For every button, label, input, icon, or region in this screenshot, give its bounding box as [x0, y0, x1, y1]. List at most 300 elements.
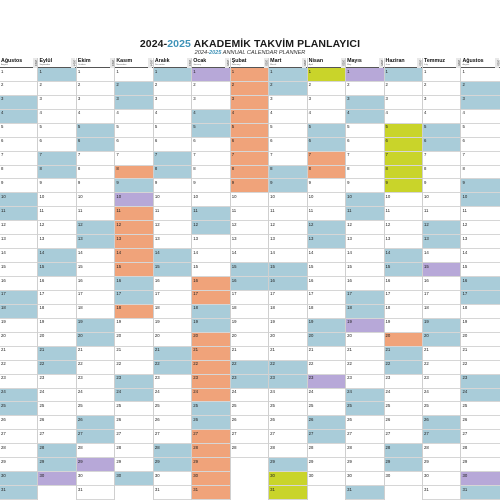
day-cell[interactable] — [269, 124, 306, 138]
day-cell[interactable] — [38, 444, 75, 458]
day-cell[interactable] — [0, 319, 37, 333]
day-cell[interactable] — [115, 193, 152, 207]
day-cell[interactable] — [269, 221, 306, 235]
day-cell[interactable] — [154, 361, 191, 375]
day-cell[interactable] — [461, 249, 499, 263]
day-cell[interactable] — [38, 389, 75, 403]
day-cell[interactable] — [385, 193, 422, 207]
day-cell[interactable] — [192, 110, 229, 124]
day-cell[interactable] — [269, 291, 306, 305]
day-cell[interactable] — [231, 138, 268, 152]
day-cell[interactable] — [346, 305, 383, 319]
day-cell[interactable] — [77, 152, 114, 166]
day-cell[interactable] — [154, 486, 191, 500]
day-cell[interactable] — [38, 249, 75, 263]
day-cell[interactable] — [385, 249, 422, 263]
day-cell[interactable] — [423, 486, 460, 500]
day-cell[interactable] — [115, 416, 152, 430]
day-cell[interactable] — [154, 235, 191, 249]
day-cell[interactable] — [461, 472, 499, 486]
day-cell[interactable] — [192, 193, 229, 207]
day-cell[interactable] — [77, 361, 114, 375]
day-cell[interactable] — [192, 263, 229, 277]
day-cell[interactable] — [308, 221, 345, 235]
day-cell[interactable] — [269, 96, 306, 110]
day-cell[interactable] — [77, 193, 114, 207]
day-cell[interactable] — [385, 110, 422, 124]
day-cell[interactable] — [0, 333, 37, 347]
day-cell[interactable] — [346, 82, 383, 96]
day-cell[interactable] — [385, 124, 422, 138]
day-cell[interactable] — [0, 235, 37, 249]
day-cell[interactable] — [0, 347, 37, 361]
day-cell[interactable] — [231, 221, 268, 235]
day-cell[interactable] — [231, 333, 268, 347]
day-cell[interactable] — [115, 361, 152, 375]
day-cell[interactable] — [423, 319, 460, 333]
day-cell[interactable] — [423, 249, 460, 263]
day-cell[interactable] — [461, 96, 499, 110]
day-cell[interactable] — [461, 347, 499, 361]
day-cell[interactable] — [154, 458, 191, 472]
day-cell[interactable] — [308, 263, 345, 277]
day-cell[interactable] — [385, 221, 422, 235]
day-cell[interactable] — [38, 193, 75, 207]
day-cell[interactable] — [38, 333, 75, 347]
day-cell[interactable] — [0, 138, 37, 152]
day-cell[interactable] — [154, 124, 191, 138]
day-cell[interactable] — [346, 221, 383, 235]
day-cell[interactable] — [423, 82, 460, 96]
day-cell[interactable] — [154, 444, 191, 458]
day-cell[interactable] — [385, 347, 422, 361]
day-cell[interactable] — [423, 416, 460, 430]
day-cell[interactable] — [461, 221, 499, 235]
day-cell[interactable] — [154, 193, 191, 207]
day-cell[interactable] — [269, 416, 306, 430]
day-cell[interactable] — [154, 249, 191, 263]
day-cell[interactable] — [461, 458, 499, 472]
day-cell[interactable] — [461, 361, 499, 375]
day-cell[interactable] — [115, 305, 152, 319]
day-cell[interactable] — [115, 179, 152, 193]
day-cell[interactable] — [346, 124, 383, 138]
day-cell[interactable] — [115, 291, 152, 305]
day-cell[interactable] — [269, 375, 306, 389]
day-cell[interactable] — [154, 207, 191, 221]
day-cell[interactable] — [0, 68, 37, 82]
day-cell[interactable] — [346, 179, 383, 193]
day-cell[interactable] — [77, 305, 114, 319]
day-cell[interactable] — [77, 416, 114, 430]
day-cell[interactable] — [115, 207, 152, 221]
day-cell[interactable] — [154, 110, 191, 124]
day-cell[interactable] — [346, 486, 383, 500]
day-cell[interactable] — [115, 249, 152, 263]
day-cell[interactable] — [423, 221, 460, 235]
day-cell[interactable] — [308, 361, 345, 375]
day-cell[interactable] — [77, 291, 114, 305]
day-cell[interactable] — [0, 249, 37, 263]
day-cell[interactable] — [77, 138, 114, 152]
day-cell[interactable] — [423, 430, 460, 444]
day-cell[interactable] — [115, 389, 152, 403]
day-cell[interactable] — [38, 416, 75, 430]
day-cell[interactable] — [154, 82, 191, 96]
day-cell[interactable] — [38, 96, 75, 110]
day-cell[interactable] — [38, 221, 75, 235]
day-cell[interactable] — [115, 152, 152, 166]
day-cell[interactable] — [115, 138, 152, 152]
day-cell[interactable] — [192, 305, 229, 319]
day-cell[interactable] — [385, 458, 422, 472]
day-cell[interactable] — [77, 333, 114, 347]
day-cell[interactable] — [115, 110, 152, 124]
day-cell[interactable] — [461, 277, 499, 291]
day-cell[interactable] — [308, 305, 345, 319]
day-cell[interactable] — [0, 221, 37, 235]
day-cell[interactable] — [423, 333, 460, 347]
day-cell[interactable] — [192, 347, 229, 361]
day-cell[interactable] — [38, 277, 75, 291]
day-cell[interactable] — [346, 361, 383, 375]
day-cell[interactable] — [0, 96, 37, 110]
day-cell[interactable] — [461, 333, 499, 347]
day-cell[interactable] — [269, 305, 306, 319]
day-cell[interactable] — [346, 235, 383, 249]
day-cell[interactable] — [77, 249, 114, 263]
day-cell[interactable] — [38, 375, 75, 389]
day-cell[interactable] — [115, 319, 152, 333]
day-cell[interactable] — [346, 375, 383, 389]
day-cell[interactable] — [77, 319, 114, 333]
day-cell[interactable] — [38, 263, 75, 277]
day-cell[interactable] — [231, 68, 268, 82]
day-cell[interactable] — [192, 416, 229, 430]
day-cell[interactable] — [154, 319, 191, 333]
day-cell[interactable] — [231, 375, 268, 389]
day-cell[interactable] — [423, 193, 460, 207]
day-cell[interactable] — [154, 277, 191, 291]
day-cell[interactable] — [346, 416, 383, 430]
day-cell[interactable] — [423, 124, 460, 138]
day-cell[interactable] — [423, 138, 460, 152]
day-cell[interactable] — [461, 68, 499, 82]
day-cell[interactable] — [308, 82, 345, 96]
day-cell[interactable] — [154, 333, 191, 347]
day-cell[interactable] — [77, 389, 114, 403]
day-cell[interactable] — [423, 291, 460, 305]
day-cell[interactable] — [269, 68, 306, 82]
day-cell[interactable] — [308, 96, 345, 110]
day-cell[interactable] — [115, 458, 152, 472]
day-cell[interactable] — [423, 96, 460, 110]
day-cell[interactable] — [385, 96, 422, 110]
day-cell[interactable] — [385, 152, 422, 166]
day-cell[interactable] — [115, 430, 152, 444]
day-cell[interactable] — [0, 305, 37, 319]
day-cell[interactable] — [192, 221, 229, 235]
day-cell[interactable] — [192, 207, 229, 221]
day-cell[interactable] — [38, 430, 75, 444]
day-cell[interactable] — [461, 402, 499, 416]
day-cell[interactable] — [346, 96, 383, 110]
day-cell[interactable] — [269, 263, 306, 277]
day-cell[interactable] — [461, 291, 499, 305]
day-cell[interactable] — [308, 207, 345, 221]
day-cell[interactable] — [77, 277, 114, 291]
day-cell[interactable] — [154, 221, 191, 235]
day-cell[interactable] — [308, 179, 345, 193]
day-cell[interactable] — [154, 96, 191, 110]
day-cell[interactable] — [269, 179, 306, 193]
day-cell[interactable] — [308, 277, 345, 291]
day-cell[interactable] — [154, 375, 191, 389]
day-cell[interactable] — [346, 138, 383, 152]
day-cell[interactable] — [461, 124, 499, 138]
day-cell[interactable] — [77, 402, 114, 416]
day-cell[interactable] — [423, 235, 460, 249]
day-cell[interactable] — [231, 263, 268, 277]
day-cell[interactable] — [0, 152, 37, 166]
day-cell[interactable] — [385, 319, 422, 333]
day-cell[interactable] — [423, 179, 460, 193]
day-cell[interactable] — [346, 110, 383, 124]
day-cell[interactable] — [385, 179, 422, 193]
day-cell[interactable] — [346, 347, 383, 361]
day-cell[interactable] — [115, 221, 152, 235]
day-cell[interactable] — [38, 110, 75, 124]
day-cell[interactable] — [192, 444, 229, 458]
day-cell[interactable] — [77, 444, 114, 458]
day-cell[interactable] — [154, 305, 191, 319]
day-cell[interactable] — [38, 305, 75, 319]
day-cell[interactable] — [269, 444, 306, 458]
day-cell[interactable] — [308, 124, 345, 138]
day-cell[interactable] — [231, 291, 268, 305]
day-cell[interactable] — [461, 193, 499, 207]
day-cell[interactable] — [38, 458, 75, 472]
day-cell[interactable] — [461, 375, 499, 389]
day-cell[interactable] — [77, 458, 114, 472]
day-cell[interactable] — [231, 124, 268, 138]
day-cell[interactable] — [0, 124, 37, 138]
day-cell[interactable] — [346, 207, 383, 221]
day-cell[interactable] — [192, 361, 229, 375]
day-cell[interactable] — [192, 402, 229, 416]
day-cell[interactable] — [385, 333, 422, 347]
day-cell[interactable] — [77, 179, 114, 193]
day-cell[interactable] — [192, 277, 229, 291]
day-cell[interactable] — [77, 263, 114, 277]
day-cell[interactable] — [38, 124, 75, 138]
day-cell[interactable] — [385, 305, 422, 319]
day-cell[interactable] — [385, 402, 422, 416]
day-cell[interactable] — [0, 277, 37, 291]
day-cell[interactable] — [461, 207, 499, 221]
day-cell[interactable] — [385, 235, 422, 249]
day-cell[interactable] — [385, 277, 422, 291]
day-cell[interactable] — [269, 472, 306, 486]
day-cell[interactable] — [77, 221, 114, 235]
day-cell[interactable] — [461, 430, 499, 444]
day-cell[interactable] — [269, 333, 306, 347]
day-cell[interactable] — [154, 389, 191, 403]
day-cell[interactable] — [192, 124, 229, 138]
day-cell[interactable] — [77, 430, 114, 444]
day-cell[interactable] — [346, 249, 383, 263]
day-cell[interactable] — [192, 291, 229, 305]
day-cell[interactable] — [154, 263, 191, 277]
day-cell[interactable] — [0, 110, 37, 124]
day-cell[interactable] — [423, 347, 460, 361]
day-cell[interactable] — [346, 458, 383, 472]
day-cell[interactable] — [231, 361, 268, 375]
day-cell[interactable] — [231, 235, 268, 249]
day-cell[interactable] — [231, 166, 268, 180]
day-cell[interactable] — [0, 179, 37, 193]
day-cell[interactable] — [269, 249, 306, 263]
day-cell[interactable] — [77, 166, 114, 180]
day-cell[interactable] — [231, 82, 268, 96]
day-cell[interactable] — [115, 166, 152, 180]
day-cell[interactable] — [423, 444, 460, 458]
day-cell[interactable] — [308, 110, 345, 124]
day-cell[interactable] — [423, 152, 460, 166]
day-cell[interactable] — [77, 110, 114, 124]
day-cell[interactable] — [423, 305, 460, 319]
day-cell[interactable] — [115, 82, 152, 96]
day-cell[interactable] — [269, 110, 306, 124]
day-cell[interactable] — [0, 472, 37, 486]
day-cell[interactable] — [423, 207, 460, 221]
day-cell[interactable] — [77, 486, 114, 500]
day-cell[interactable] — [308, 444, 345, 458]
day-cell[interactable] — [423, 166, 460, 180]
day-cell[interactable] — [308, 152, 345, 166]
day-cell[interactable] — [77, 124, 114, 138]
day-cell[interactable] — [308, 333, 345, 347]
day-cell[interactable] — [308, 249, 345, 263]
day-cell[interactable] — [385, 361, 422, 375]
day-cell[interactable] — [269, 319, 306, 333]
day-cell[interactable] — [269, 361, 306, 375]
day-cell[interactable] — [269, 193, 306, 207]
day-cell[interactable] — [385, 82, 422, 96]
day-cell[interactable] — [192, 179, 229, 193]
day-cell[interactable] — [385, 444, 422, 458]
day-cell[interactable] — [346, 319, 383, 333]
day-cell[interactable] — [461, 263, 499, 277]
day-cell[interactable] — [38, 291, 75, 305]
day-cell[interactable] — [0, 430, 37, 444]
day-cell[interactable] — [0, 444, 37, 458]
day-cell[interactable] — [77, 68, 114, 82]
day-cell[interactable] — [192, 458, 229, 472]
day-cell[interactable] — [192, 96, 229, 110]
day-cell[interactable] — [0, 402, 37, 416]
day-cell[interactable] — [346, 333, 383, 347]
day-cell[interactable] — [192, 82, 229, 96]
day-cell[interactable] — [38, 319, 75, 333]
day-cell[interactable] — [0, 361, 37, 375]
day-cell[interactable] — [231, 193, 268, 207]
day-cell[interactable] — [385, 430, 422, 444]
day-cell[interactable] — [385, 375, 422, 389]
day-cell[interactable] — [154, 152, 191, 166]
day-cell[interactable] — [385, 263, 422, 277]
day-cell[interactable] — [154, 472, 191, 486]
day-cell[interactable] — [192, 249, 229, 263]
day-cell[interactable] — [77, 472, 114, 486]
day-cell[interactable] — [269, 277, 306, 291]
day-cell[interactable] — [269, 458, 306, 472]
day-cell[interactable] — [231, 152, 268, 166]
day-cell[interactable] — [231, 249, 268, 263]
day-cell[interactable] — [269, 82, 306, 96]
day-cell[interactable] — [231, 96, 268, 110]
day-cell[interactable] — [385, 207, 422, 221]
day-cell[interactable] — [192, 333, 229, 347]
day-cell[interactable] — [423, 110, 460, 124]
day-cell[interactable] — [192, 235, 229, 249]
day-cell[interactable] — [346, 263, 383, 277]
day-cell[interactable] — [115, 333, 152, 347]
day-cell[interactable] — [115, 96, 152, 110]
day-cell[interactable] — [231, 347, 268, 361]
day-cell[interactable] — [115, 277, 152, 291]
day-cell[interactable] — [231, 277, 268, 291]
day-cell[interactable] — [115, 235, 152, 249]
day-cell[interactable] — [308, 235, 345, 249]
day-cell[interactable] — [38, 402, 75, 416]
day-cell[interactable] — [77, 82, 114, 96]
day-cell[interactable] — [38, 207, 75, 221]
day-cell[interactable] — [461, 305, 499, 319]
day-cell[interactable] — [423, 458, 460, 472]
day-cell[interactable] — [38, 179, 75, 193]
day-cell[interactable] — [38, 235, 75, 249]
day-cell[interactable] — [385, 389, 422, 403]
day-cell[interactable] — [269, 389, 306, 403]
day-cell[interactable] — [192, 430, 229, 444]
day-cell[interactable] — [154, 166, 191, 180]
day-cell[interactable] — [346, 444, 383, 458]
day-cell[interactable] — [38, 361, 75, 375]
day-cell[interactable] — [231, 110, 268, 124]
day-cell[interactable] — [461, 138, 499, 152]
day-cell[interactable] — [231, 402, 268, 416]
day-cell[interactable] — [461, 235, 499, 249]
day-cell[interactable] — [308, 402, 345, 416]
day-cell[interactable] — [308, 68, 345, 82]
day-cell[interactable] — [192, 319, 229, 333]
day-cell[interactable] — [269, 235, 306, 249]
day-cell[interactable] — [231, 389, 268, 403]
day-cell[interactable] — [269, 486, 306, 500]
day-cell[interactable] — [38, 138, 75, 152]
day-cell[interactable] — [385, 472, 422, 486]
day-cell[interactable] — [461, 486, 499, 500]
day-cell[interactable] — [38, 472, 75, 486]
day-cell[interactable] — [461, 179, 499, 193]
day-cell[interactable] — [0, 207, 37, 221]
day-cell[interactable] — [461, 319, 499, 333]
day-cell[interactable] — [385, 166, 422, 180]
day-cell[interactable] — [423, 472, 460, 486]
day-cell[interactable] — [346, 472, 383, 486]
day-cell[interactable] — [308, 347, 345, 361]
